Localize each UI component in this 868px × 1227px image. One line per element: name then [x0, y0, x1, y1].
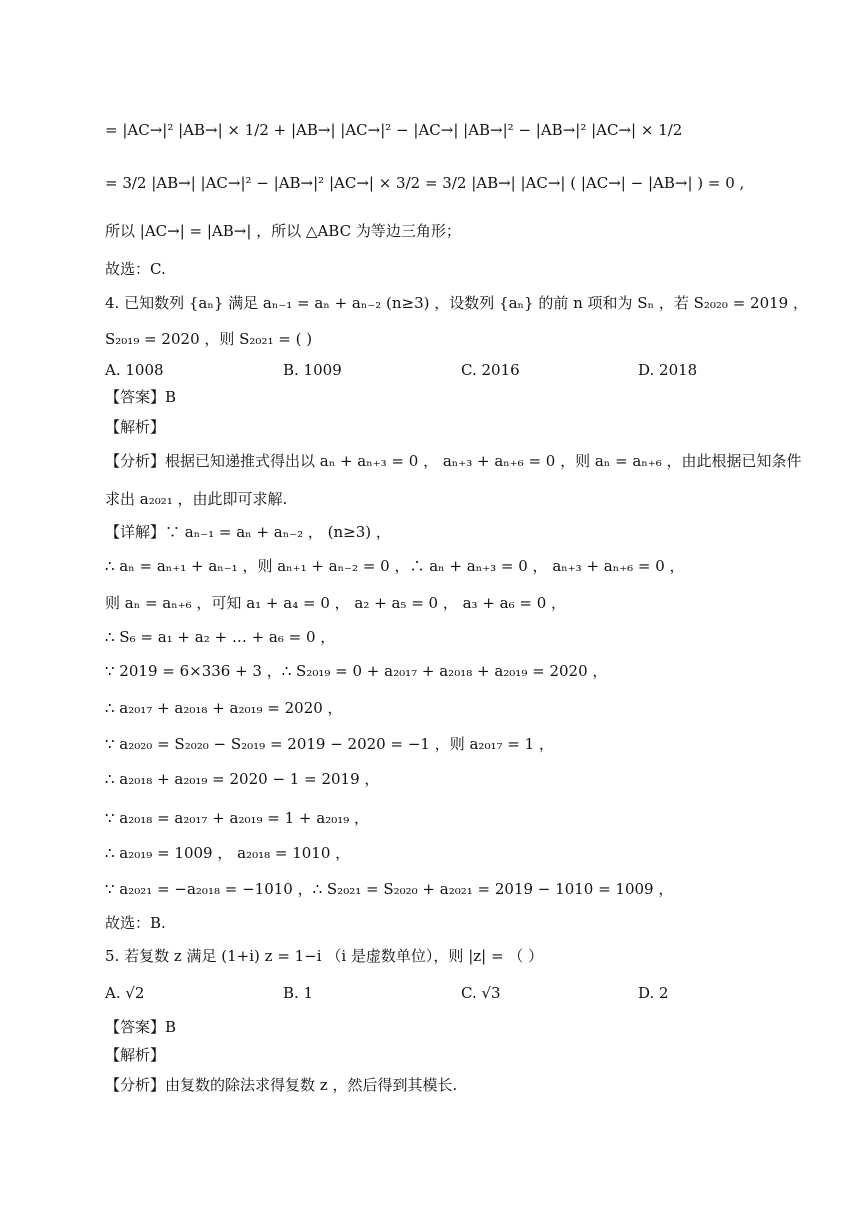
- q5-option-b: B. 1: [283, 984, 314, 1002]
- q4-option-a: A. 1008: [105, 361, 164, 379]
- q4-detail-line-6: ∴ a₂₀₁₇ + a₂₀₁₈ + a₂₀₁₉ = 2020 ，: [105, 699, 343, 717]
- q5-analysis-line-1: 【分析】由复数的除法求得复数 z ，然后得到其模长.: [105, 1076, 458, 1094]
- q5-option-a: A. √2: [105, 984, 145, 1002]
- q4-analysis-heading: 【解析】: [105, 418, 166, 436]
- choice-c-line: 故选：C.: [105, 260, 166, 278]
- q5-option-c: C. √3: [461, 984, 501, 1002]
- q4-detail-line-3: 则 aₙ = aₙ₊₆ ，可知 a₁ + a₄ = 0 ， a₂ + a₅ = 0 ， a₃ + a₆ = 0 ，: [105, 594, 567, 612]
- question-4-stem: 4. 已知数列 {aₙ} 满足 aₙ₋₁ = aₙ + aₙ₋₂ (n≥3) ，设数列 {aₙ} 的前 n 项和为 Sₙ ，若 S₂₀₂₀ = 2019 ，: [105, 294, 808, 312]
- q5-option-d: D. 2: [638, 984, 669, 1002]
- conclusion-line: 所以 |AC→| = |AB→| ，所以 △ABC 为等边三角形；: [105, 222, 461, 240]
- q4-option-c: C. 2016: [461, 361, 520, 379]
- q4-detail-line-8: ∴ a₂₀₁₈ + a₂₀₁₉ = 2020 − 1 = 2019 ，: [105, 770, 380, 788]
- question-5-stem: 5. 若复数 z 满足 (1+i) z = 1−i （i 是虚数单位），则 |z| = （ ）: [105, 947, 544, 965]
- q4-detail-line-5: ∵ 2019 = 6×336 + 3 ，∴ S₂₀₁₉ = 0 + a₂₀₁₇ + a₂₀₁₈ + a₂₀₁₉ = 2020 ，: [105, 662, 608, 680]
- formula-line-2: = 3/2 |AB→| |AC→|² − |AB→|² |AC→| × 3/2 = 3/2 |AB→| |AC→| ( |AC→| − |AB→| ) = 0 ,: [105, 174, 745, 192]
- formula-line-1: = |AC→|² |AB→| × 1/2 + |AB→| |AC→|² − |AC→| |AB→|² − |AB→|² |AC→| × 1/2: [105, 121, 683, 139]
- q4-option-b: B. 1009: [283, 361, 342, 379]
- q4-detail-line-4: ∴ S₆ = a₁ + a₂ + … + a₆ = 0 ，: [105, 628, 336, 646]
- q4-detail-line-2: ∴ aₙ = aₙ₊₁ + aₙ₋₁ ，则 aₙ₊₁ + aₙ₋₂ = 0 ，∴ aₙ + aₙ₊₃ = 0 ， aₙ₊₃ + aₙ₊₆ = 0 ，: [105, 557, 685, 575]
- q4-choice-line: 故选：B.: [105, 914, 166, 932]
- q4-detail-line-1: 【详解】∵ aₙ₋₁ = aₙ + aₙ₋₂ ， (n≥3) ，: [105, 523, 391, 541]
- q4-analysis-line-1: 【分析】根据已知递推式得出以 aₙ + aₙ₊₃ = 0 ， aₙ₊₃ + aₙ₊₆ = 0 ，则 aₙ = aₙ₊₆ ，由此根据已知条件: [105, 452, 802, 470]
- q4-detail-line-11: ∵ a₂₀₂₁ = −a₂₀₁₈ = −1010 ，∴ S₂₀₂₁ = S₂₀₂₀ + a₂₀₂₁ = 2019 − 1010 = 1009 ，: [105, 880, 674, 898]
- q4-detail-line-7: ∵ a₂₀₂₀ = S₂₀₂₀ − S₂₀₁₉ = 2019 − 2020 = −1 ，则 a₂₀₁₇ = 1 ，: [105, 735, 554, 753]
- q5-answer: 【答案】B: [105, 1018, 177, 1036]
- question-4-stem-cont: S₂₀₁₉ = 2020 ，则 S₂₀₂₁ = ( ): [105, 330, 313, 348]
- q4-analysis-line-2: 求出 a₂₀₂₁ ，由此即可求解.: [105, 490, 288, 508]
- q4-detail-line-9: ∵ a₂₀₁₈ = a₂₀₁₇ + a₂₀₁₉ = 1 + a₂₀₁₉ ，: [105, 809, 370, 827]
- q5-analysis-heading: 【解析】: [105, 1046, 166, 1064]
- q4-detail-line-10: ∴ a₂₀₁₉ = 1009 ， a₂₀₁₈ = 1010 ，: [105, 844, 351, 862]
- q4-answer: 【答案】B: [105, 388, 177, 406]
- q4-option-d: D. 2018: [638, 361, 698, 379]
